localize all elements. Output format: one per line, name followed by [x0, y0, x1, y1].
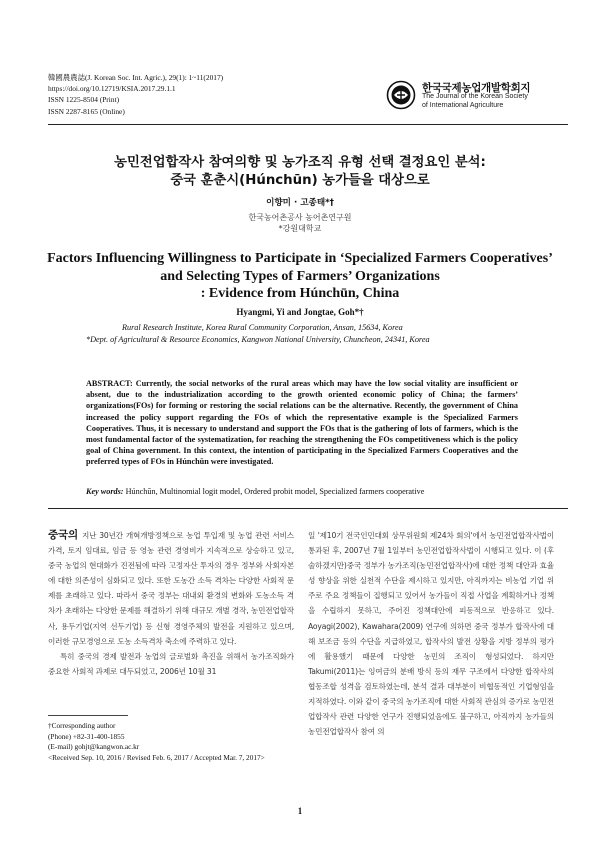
lead-word: 중국의	[48, 529, 78, 541]
journal-header	[48, 72, 223, 117]
society-english-name: The Journal of the Korean Society of International Agriculture	[422, 93, 528, 109]
abstract-divider	[48, 508, 568, 509]
body-paragraph: 지난 30년간 개혁개방정책으로 농업 투입재 및 농업 관련 서비스 가격, 토지 임대료, 임금 등 영농 관련 경영비가 지속적으로 상승하고 있고, 중국 농업의 현대화가 진전됨에 따라 고정자산 투자의 경우 정부와 사회자본에 대한 의존성이 심화되고 있다. 또한 도농간 소득 격차는 다양한 사회적 문제를 초래하고 있다. 따라서 중국 정부는 대내외 환경의 변화와 도농소득 격차가 초래하는 다양한 문제를 해결하기 위해 대규모 개별 경작, 농민전업합작사, 용두기업(지역 선두기업) 등 신형 경영주체의 발전을 지원하고 있으며, 이러한 규모경영으로 도농 소득격차 축소에 주력하고 있다.	[48, 531, 294, 646]
issn-print: ISSN 1225-8504 (Print)	[48, 95, 120, 105]
korean-affiliations: 한국농어촌공사 농어촌연구원 *강원대학교	[248, 213, 352, 233]
korean-authors: 이향미 · 고종태*†	[266, 198, 334, 208]
english-authors: Hyangmi, Yi and Jongtae, Goh*†	[236, 307, 364, 317]
korean-title: 농민전업합작사 참여의향 및 농가조직 유형 선택 결정요인 분석: 중국 훈춘시(Húnchūn) 농가들을 대상으로	[114, 155, 486, 188]
footnote-phone: (Phone) +82-31-400-1855	[48, 731, 125, 741]
page-number: 1	[297, 806, 303, 816]
journal-citation: 韓國農農誌(J. Korean Soc. Int. Agric.), 29(1): 1~11(2017)	[48, 73, 224, 82]
society-emblem-icon	[386, 80, 416, 110]
keywords	[86, 487, 526, 496]
footnote-divider	[48, 715, 128, 716]
footnote-email[interactable]: (E-mail) gohjt@kangwon.ac.kr	[48, 742, 140, 752]
body-column-left	[48, 528, 294, 679]
english-affiliations: Rural Research Institute, Korea Rural Community Corporation, Ansan, 15634, Korea *Dept. of Agricultural & Resource Economics, Kangwon National University, Chuncheon, 24341, Korea	[86, 323, 430, 344]
keywords-label: Key words:	[86, 487, 124, 496]
body-column-right	[308, 528, 554, 739]
footnote-dates: <Received Sep. 10, 2016 / Revised Feb. 6, 2017 / Accepted Mar. 7, 2017>	[48, 752, 265, 762]
keywords-text: Húnchūn, Multinomial logit model, Ordered probit model, Specialized farmers cooperative	[125, 487, 425, 496]
issn-online: ISSN 2287-8165 (Online)	[48, 106, 125, 116]
society-logo	[386, 80, 566, 112]
body-paragraph: 특히 중국의 경제 발전과 농업의 글로벌화 촉진을 위해서 농가조직화가 중요한 사회적 과제로 대두되었고, 2006년 10월 31	[48, 651, 294, 676]
footnote	[48, 721, 265, 763]
abstract: ABSTRACT: Currently, the social networks of the rural areas which may have the low social vitality are insufficient or absent, due to the industrialization according to the growth oriented economic policy of China; the farmers’ organizations(FOs) for forming or restoring the social relations can be the alternative. Recently, the government of China increased the policy support regarding the FOs of which the representative example is the Specialized Farmers Cooperatives. Thus, it is necessary to understand and support the FOs that is the gathering of lots of farmers, which is the most fundamental factor of the systematization, for reaching the strengthening the FOs competitiveness which is the policy goal of China government. In this context, the intention of participating in the Specialized Farmers Cooperatives and the preferred types of FOs in Húnchūn were investigated.	[86, 379, 518, 467]
english-title: Factors Influencing Willingness to Participate in ‘Specialized Farmers Cooperatives’ and Selecting Types of Farmers’ Organizations : Evidence from Húnchūn, China	[47, 251, 553, 301]
body-paragraph: 일 '제10기 전국인민대회 상무위원회 제24차 회의'에서 농민전업합작사법이 통과된 후, 2007년 7월 1일부터 농민전업합작사법이 시행되고 있다. 이 (후술하겠지만)중국 정부가 농가조직(농민전업합작사)에 대한 정책 대안과 효율성 향상을 위한 실천적 수단을 제시하고 있지만, 아직까지는 비농업 기업 위주로 주요 정책들이 집행되고 있어서 농가들이 직접 사업을 계획하거나 정책을 수립하지 못하고, 주어진 정책대안에 피동적으로 반응하고 있다. Aoyagi(2002), Kawahara(2009) 연구에 의하면 중국 정부가 합작사에 대해 보조금 등의 수단을 지급하였고, 합작사의 발전 상황을 지방 정부의 평가에 활용했기 때문에 다양한 농민의 조직이 형성되었다. 하지만 Takumi(2011)는 잉여금의 분배 방식 등의 재무 구조에서 다양한 합작사의 협동조합 성격을 검토하였는데, 분석 결과 대부분이 비협동적인 기업형임을 지적하였다. 이와 같이 중국의 농가조직에 대한 사회적 관심의 증가로 농민전업합작사 관련 다양한 연구가 진행되었음에도 불구하고, 아직까지 농가들의 농민전업합작사 참여 의	[308, 531, 554, 737]
footnote-corresponding: †Corresponding author	[48, 721, 116, 730]
society-korean-name: 한국국제농업개발학회지	[422, 82, 531, 94]
doi-link[interactable]: https://doi.org/10.12719/KSIA.2017.29.1.1	[48, 84, 176, 94]
header-divider	[48, 124, 568, 125]
